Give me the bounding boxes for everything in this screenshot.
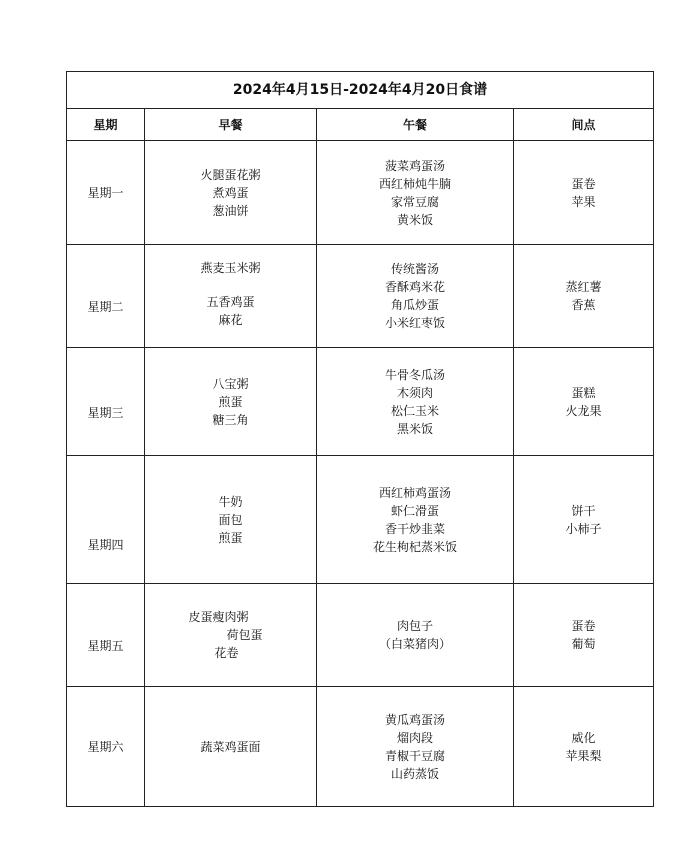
day-cell: 星期五 <box>67 584 145 687</box>
snack-cell <box>514 245 654 348</box>
snack-item: 蛋糕 <box>571 385 596 400</box>
lunch-item: 黄米饭 <box>396 212 433 227</box>
day-cell: 星期六 <box>67 687 145 807</box>
snack-item: 苹果梨 <box>565 748 602 763</box>
breakfast-cell <box>145 456 317 584</box>
header-breakfast: 早餐 <box>145 109 317 141</box>
snack-item: 饼干 <box>571 503 596 518</box>
lunch-item: 青椒干豆腐 <box>384 748 445 763</box>
lunch-item: 菠菜鸡蛋汤 <box>384 158 445 173</box>
snack-cell <box>514 141 654 245</box>
breakfast-item: 五香鸡蛋 <box>206 295 255 309</box>
breakfast-cell <box>145 584 317 687</box>
lunch-item: 肉包子 <box>396 619 433 633</box>
breakfast-item: 荷包蛋 <box>226 628 263 642</box>
lunch-item: 牛骨冬瓜汤 <box>384 367 445 382</box>
title-row <box>67 72 654 109</box>
snack-item: 小柿子 <box>565 521 602 536</box>
table-row-monday <box>67 141 654 245</box>
header-snack: 间点 <box>514 109 654 141</box>
breakfast-item: 糖三角 <box>212 412 249 427</box>
table-row-wednesday <box>67 348 654 456</box>
lunch-item: 松仁玉米 <box>390 403 439 418</box>
day-cell: 星期四 <box>67 456 145 584</box>
lunch-item: 熘肉段 <box>396 730 433 745</box>
lunch-item: 山药蒸饭 <box>390 766 439 781</box>
snack-item: 蛋卷 <box>571 176 596 191</box>
lunch-item: 家常豆腐 <box>390 194 439 209</box>
lunch-item: 小米红枣饭 <box>384 316 445 330</box>
header-row <box>67 109 654 141</box>
blank-line <box>145 277 316 293</box>
snack-item: 苹果 <box>571 194 596 209</box>
header-day: 星期 <box>67 109 145 141</box>
snack-item: 蛋卷 <box>571 619 596 633</box>
breakfast-item: 煮鸡蛋 <box>212 185 249 200</box>
snack-cell <box>514 348 654 456</box>
lunch-item: 木须肉 <box>396 385 433 400</box>
breakfast-item: 蔬菜鸡蛋面 <box>200 739 261 754</box>
lunch-item: 花生枸杞蒸米饭 <box>372 539 457 554</box>
lunch-item: 传统酱汤 <box>390 262 439 276</box>
day-cell: 星期二 <box>67 245 145 348</box>
snack-cell <box>514 456 654 584</box>
snack-cell <box>514 687 654 807</box>
table-row-saturday <box>67 687 654 807</box>
table-row-friday <box>67 584 654 687</box>
menu-title: 2024年4月15日-2024年4月20日食谱 <box>67 72 654 109</box>
lunch-item: 角瓜炒蛋 <box>390 298 439 312</box>
lunch-item: 黄瓜鸡蛋汤 <box>384 712 445 727</box>
breakfast-item: 花卷 <box>214 646 239 660</box>
breakfast-item: 煎蛋 <box>218 530 243 545</box>
lunch-cell <box>317 348 514 456</box>
lunch-item: 西红柿炖牛腩 <box>378 176 451 191</box>
snack-cell <box>514 584 654 687</box>
breakfast-item: 火腿蛋花粥 <box>200 167 261 182</box>
day-cell: 星期一 <box>67 141 145 245</box>
breakfast-item: 牛奶 <box>218 494 243 509</box>
menu-table <box>66 71 654 807</box>
lunch-item: 虾仁滑蛋 <box>390 503 439 518</box>
snack-item: 葡萄 <box>571 637 596 651</box>
header-lunch: 午餐 <box>317 109 514 141</box>
lunch-cell <box>317 141 514 245</box>
lunch-item: 香干炒韭菜 <box>384 521 445 536</box>
breakfast-cell <box>145 687 317 807</box>
snack-item: 香蕉 <box>571 298 596 312</box>
breakfast-item: 煎蛋 <box>218 394 243 409</box>
lunch-item: （白菜猪肉） <box>378 637 451 651</box>
day-cell: 星期三 <box>67 348 145 456</box>
snack-item: 蒸红薯 <box>565 280 602 294</box>
breakfast-item: 麻花 <box>218 313 243 327</box>
lunch-cell <box>317 456 514 584</box>
lunch-cell <box>317 687 514 807</box>
breakfast-item: 面包 <box>218 512 243 527</box>
breakfast-item: 皮蛋瘦肉粥 <box>188 610 249 624</box>
table-row-tuesday <box>67 245 654 348</box>
lunch-item: 黑米饭 <box>396 421 433 436</box>
lunch-item: 香酥鸡米花 <box>384 280 445 294</box>
table-row-thursday <box>67 456 654 584</box>
breakfast-item: 葱油饼 <box>212 203 249 218</box>
lunch-item: 西红柿鸡蛋汤 <box>378 485 451 500</box>
breakfast-item: 燕麦玉米粥 <box>200 261 261 275</box>
breakfast-item: 八宝粥 <box>212 376 249 391</box>
breakfast-cell <box>145 141 317 245</box>
snack-item: 威化 <box>571 730 596 745</box>
breakfast-cell <box>145 245 317 348</box>
breakfast-cell <box>145 348 317 456</box>
lunch-cell <box>317 245 514 348</box>
snack-item: 火龙果 <box>565 403 602 418</box>
lunch-cell <box>317 584 514 687</box>
